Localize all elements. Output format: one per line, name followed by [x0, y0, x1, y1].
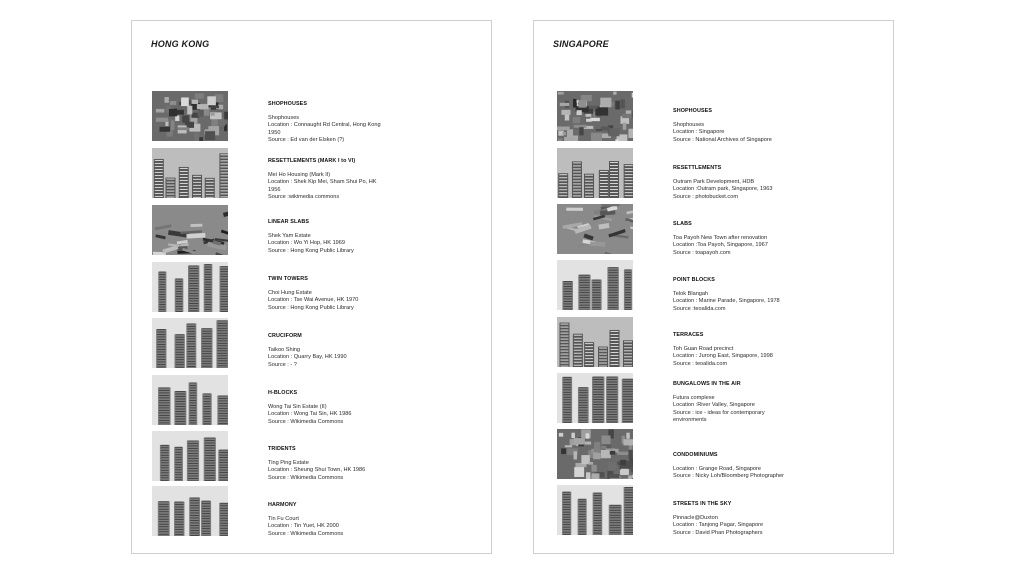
- entry-text: [268, 502, 386, 538]
- entry-line: Location :River Valley, Singapore: [673, 402, 755, 409]
- entry-title: RESETTLEMENTS (MARK I to VI): [268, 158, 356, 164]
- entry-text: [268, 219, 386, 255]
- entry-text: [268, 276, 386, 312]
- twin-towers-hk-photo: [152, 262, 228, 312]
- thumbnail-image: [557, 148, 633, 198]
- entry-line: Shophouses: [673, 122, 705, 129]
- entry-line: Location : Jurong East, Singapore, 1998: [673, 353, 773, 360]
- page-title: SINGAPORE: [553, 39, 609, 49]
- entry-line: Location : Wo Yi Hop, HK 1969: [268, 240, 346, 247]
- entry-shophouses-hk: [132, 91, 491, 143]
- entry-text: [673, 221, 793, 257]
- entry-title: TRIDENTS: [268, 446, 296, 452]
- entry-line: Location : Shek Kip Mei, Sham Shui Po, HK 1956: [268, 179, 377, 193]
- entry-text: [673, 277, 793, 313]
- entry-title: RESETTLEMENTS: [673, 165, 722, 171]
- entry-title: SHOPHOUSES: [268, 101, 308, 107]
- entry-text: [673, 108, 793, 144]
- thumbnail-image: [152, 375, 228, 425]
- entry-line: Ting Ping Estate: [268, 460, 309, 467]
- entry-line: Source :teoalida.com: [673, 305, 726, 312]
- entry-title: HARMONY: [268, 502, 297, 508]
- entry-line: Telok Blangah: [673, 291, 709, 298]
- entry-title: LINEAR SLABS: [268, 219, 310, 225]
- entry-title: SHOPHOUSES: [673, 108, 713, 114]
- thumbnail-image: [557, 91, 633, 141]
- entry-line: Shek Yam Estate: [268, 233, 311, 240]
- entry-line: Shophouses: [268, 115, 300, 122]
- entry-title: POINT BLOCKS: [673, 277, 715, 283]
- entry-text: [268, 158, 386, 201]
- entry-text: [673, 332, 793, 368]
- entry-line: Source :wikimedia commons: [268, 193, 340, 200]
- entry-line: Taikoo Shing: [268, 347, 301, 354]
- shophouses-hk-photo: [152, 91, 228, 141]
- entry-text: [268, 446, 386, 482]
- entry-title: TWIN TOWERS: [268, 276, 308, 282]
- entry-line: Source : teoalida.com: [673, 360, 728, 367]
- entry-text: [673, 381, 793, 424]
- condominiums-sg-photo: [557, 429, 633, 479]
- entry-line: Location : Tse Wai Avenue, HK 1970: [268, 297, 359, 304]
- entry-title: BUNGALOWS IN THE AIR: [673, 381, 741, 387]
- entry-text: [268, 333, 386, 369]
- entry-line: Location : Grange Road, Singapore: [673, 466, 762, 473]
- entry-line: Outram Park Development, HDB: [673, 179, 755, 186]
- singapore-page: [533, 20, 894, 554]
- entry-text: [268, 101, 386, 144]
- thumbnail-image: [152, 262, 228, 312]
- entry-bungalows-sg: [534, 373, 893, 425]
- entry-line: Source : National Archives of Singapore: [673, 136, 772, 143]
- entry-title: SLABS: [673, 221, 692, 227]
- entry-h-blocks-hk: [132, 375, 491, 427]
- entry-line: Pinnacle@Duxton: [673, 515, 718, 522]
- entry-line: Location : Wong Tai Sin, HK 1986: [268, 411, 352, 418]
- entry-cruciform-hk: [132, 318, 491, 370]
- entry-condominiums-sg: [534, 429, 893, 481]
- entry-line: Futura complexe: [673, 395, 715, 402]
- point-blocks-sg-photo: [557, 260, 633, 310]
- entry-linear-slabs-hk: [132, 205, 491, 257]
- entry-line: Source : Wikimedia Commons: [268, 474, 344, 481]
- bungalows-sg-photo: [557, 373, 633, 423]
- thumbnail-image: [557, 204, 633, 254]
- thumbnail-image: [152, 205, 228, 255]
- entry-line: Choi Hung Estate: [268, 290, 312, 297]
- thumbnail-image: [152, 91, 228, 141]
- linear-slabs-hk-photo: [152, 205, 228, 255]
- tridents-hk-photo: [152, 431, 228, 481]
- entry-shophouses-sg: [534, 91, 893, 143]
- entry-text: [673, 165, 793, 201]
- page-title: HONG KONG: [151, 39, 210, 49]
- slabs-sg-photo: [557, 204, 633, 254]
- entry-line: Location : Tanjong Pagar, Singapore: [673, 522, 764, 529]
- entry-text: [673, 452, 793, 481]
- entry-text: [268, 390, 386, 426]
- entry-resettlements-hk: [132, 148, 491, 200]
- entry-line: Source : Hong Kong Public Library: [268, 247, 354, 254]
- thumbnail-image: [557, 260, 633, 310]
- entry-line: Source : photobucket.com: [673, 193, 738, 200]
- entry-line: Mei Ho Housing (Mark II): [268, 172, 331, 179]
- cruciform-hk-photo: [152, 318, 228, 368]
- harmony-hk-photo: [152, 486, 228, 536]
- entry-title: CONDOMINIUMS: [673, 452, 718, 458]
- entry-line: Source : Ed van der Elsken (?): [268, 136, 345, 143]
- thumbnail-image: [152, 486, 228, 536]
- entry-point-blocks-sg: [534, 260, 893, 312]
- terraces-sg-photo: [557, 317, 633, 367]
- entry-line: Wong Tai Sin Estate (II): [268, 404, 327, 411]
- entry-streets-sky-sg: [534, 485, 893, 537]
- thumbnail-image: [152, 148, 228, 198]
- hong-kong-page: [131, 20, 492, 554]
- thumbnail-image: [152, 318, 228, 368]
- thumbnail-image: [557, 317, 633, 367]
- streets-sky-sg-photo: [557, 485, 633, 535]
- entry-line: Toa Payoh New Town after renovation: [673, 235, 768, 242]
- entry-slabs-sg: [534, 204, 893, 256]
- shophouses-sg-photo: [557, 91, 633, 141]
- entry-title: TERRACES: [673, 332, 704, 338]
- entry-line: Location : Quarry Bay, HK 1990: [268, 354, 347, 361]
- entry-terraces-sg: [534, 317, 893, 369]
- entry-line: Location : Marine Parade, Singapore, 1978: [673, 298, 780, 305]
- thumbnail-image: [557, 373, 633, 423]
- entry-line: Location : Singapore: [673, 129, 725, 136]
- entry-line: Source : Nicky Loh/Bloomberg Photographer: [673, 473, 785, 480]
- thumbnail-image: [557, 485, 633, 535]
- entry-harmony-hk: [132, 486, 491, 538]
- entry-line: Tin Fu Court: [268, 516, 299, 523]
- entry-title: H-BLOCKS: [268, 390, 298, 396]
- thumbnail-image: [152, 431, 228, 481]
- entry-line: Location :Toa Payoh, Singapore, 1967: [673, 242, 768, 249]
- entry-line: Source : Wikimedia Commons: [268, 530, 344, 537]
- entry-title: STREETS IN THE SKY: [673, 501, 732, 507]
- entry-text: [673, 501, 793, 537]
- entry-line: Source : - ?: [268, 361, 297, 368]
- thumbnail-image: [557, 429, 633, 479]
- entry-twin-towers-hk: [132, 262, 491, 314]
- entry-line: Source : David Phan Photographers: [673, 529, 763, 536]
- entry-line: Source : toapayoh.com: [673, 249, 731, 256]
- h-blocks-hk-photo: [152, 375, 228, 425]
- entry-line: Toh Guan Road precinct: [673, 346, 734, 353]
- entry-resettlements-sg: [534, 148, 893, 200]
- entry-tridents-hk: [132, 431, 491, 483]
- entry-title: CRUCIFORM: [268, 333, 302, 339]
- entry-line: Location : Connaught Rd Central, Hong Kong 1950: [268, 122, 381, 136]
- resettlements-sg-photo: [557, 148, 633, 198]
- resettlements-hk-photo: [152, 148, 228, 198]
- entry-line: Location : Sheung Shui Town, HK 1986: [268, 467, 366, 474]
- entry-line: Source : Hong Kong Public Library: [268, 304, 354, 311]
- entry-line: Source : ice - ideas for contemporary environments: [673, 409, 765, 423]
- entry-line: Location : Tin Yuet, HK 2000: [268, 523, 339, 530]
- entry-line: Source : Wikimedia Commons: [268, 418, 344, 425]
- entry-line: Location :Outram park, Singapore, 1963: [673, 186, 773, 193]
